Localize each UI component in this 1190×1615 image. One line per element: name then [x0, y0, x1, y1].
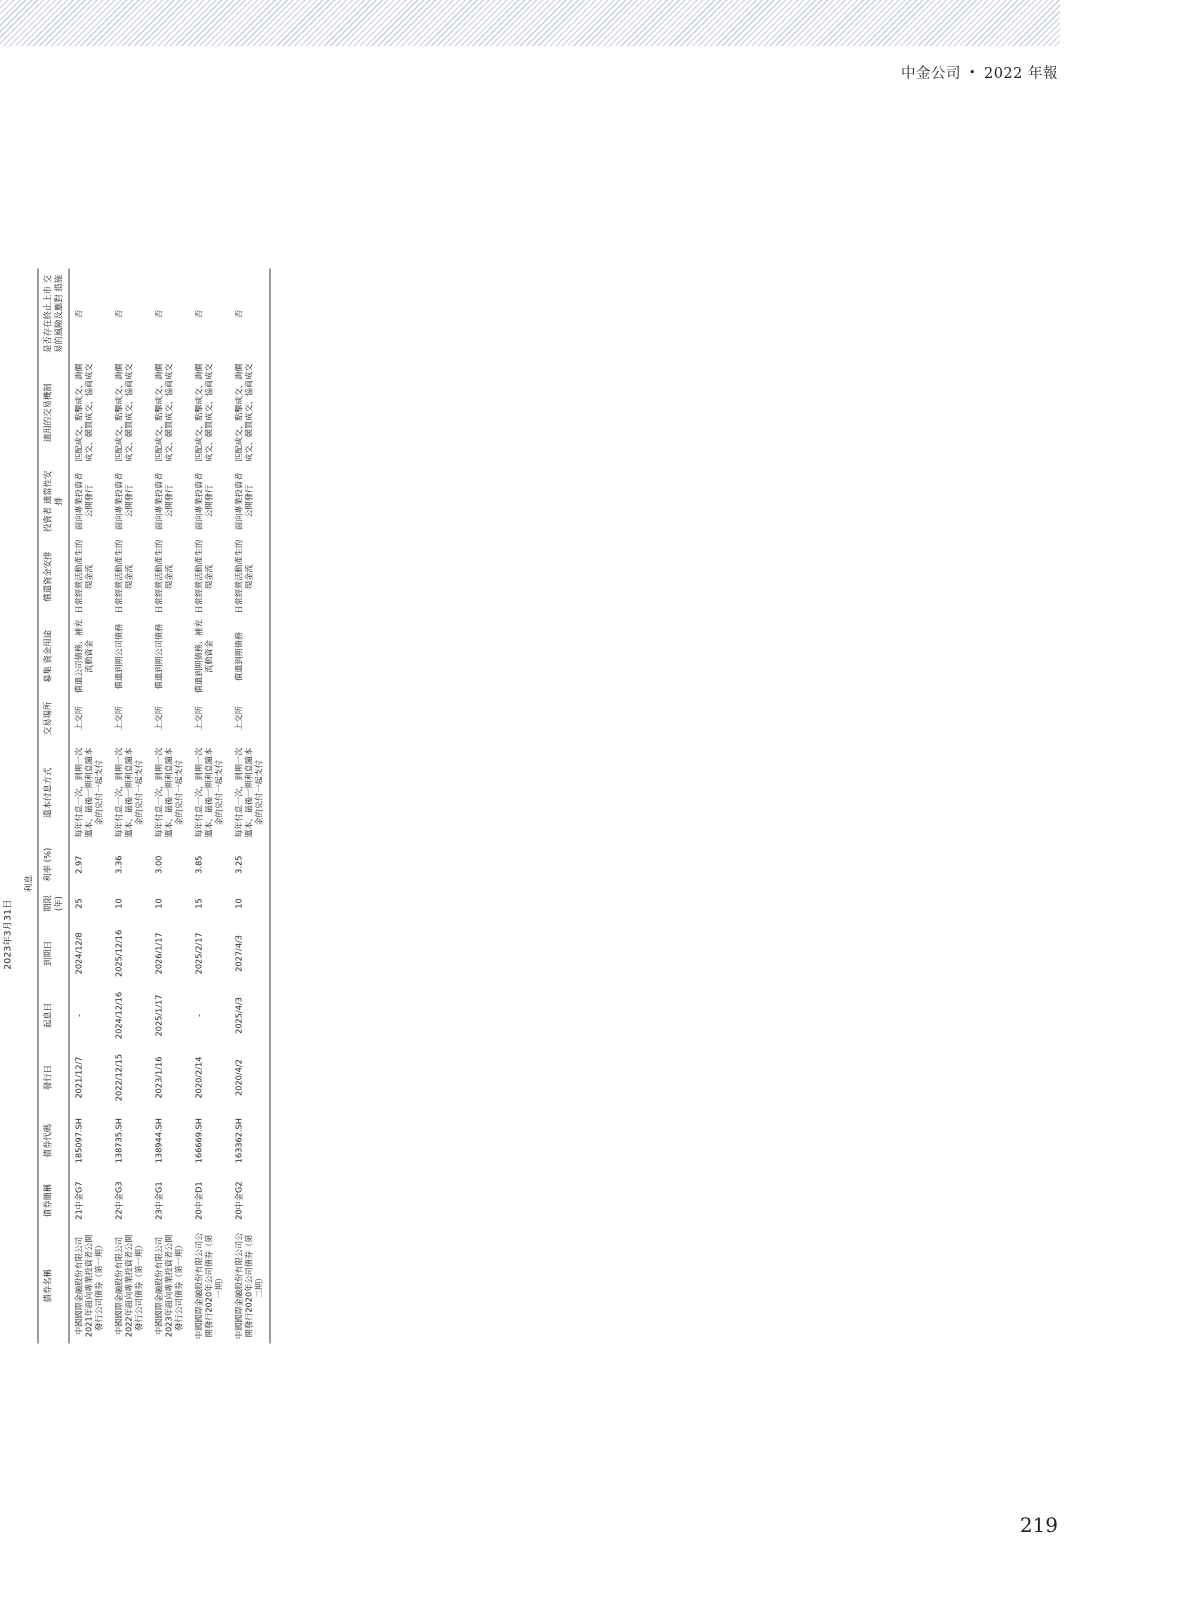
cell-use: 償還到期債務 [233, 631, 244, 682]
cell-maturity: 2025/2/17 [193, 932, 204, 975]
cell-investor: 面向專業投資者公開發行 [153, 472, 174, 530]
cell-repayment: 每年付息一次，到期一次還本，最後一期利息隨本金的兑付一起支付 [193, 747, 224, 838]
cell-issue-date: 2022/12/15 [113, 1053, 124, 1102]
cell-code: 163362.SH [233, 1118, 244, 1164]
cell-use: 償還公司債務、補充流動資金 [73, 619, 94, 694]
col-head-use-of-proceeds: 募集 資金用途 [39, 617, 69, 697]
cell-issue-date: 2020/2/14 [193, 1056, 204, 1099]
table-date-title: 2023年3月31日 [3, 899, 14, 970]
cell-arrangement: 日常經營活動產生的現金流 [73, 539, 94, 614]
running-header-year: 2022 年報 [983, 66, 1058, 82]
cell-short-name: 21中金G7 [73, 1181, 84, 1220]
cell-start-date: - [73, 1013, 84, 1017]
cell-investor: 面向專業投資者公開發行 [113, 472, 134, 530]
running-header-separator: • [968, 66, 976, 79]
cell-short-name: 20中金G2 [233, 1181, 244, 1220]
cell-venue: 上交所 [153, 706, 164, 731]
cell-rate: 3.36 [113, 855, 124, 874]
cell-arrangement: 日常經營活動產生的現金流 [153, 539, 174, 614]
cell-rate: 3.25 [233, 855, 244, 874]
col-head-code: 債券代碼 [39, 1109, 69, 1173]
col-head-repayment-arrangement: 償還資金安排 [39, 537, 69, 617]
cell-start-date: 2025/4/3 [233, 997, 244, 1034]
cell-investor: 面向專業投資者公開發行 [233, 472, 254, 530]
cell-issue-date: 2021/12/7 [73, 1056, 84, 1099]
group-header-interest: 利息 [24, 874, 35, 893]
cell-term: 15 [193, 898, 204, 909]
table-row [69, 269, 110, 1344]
cell-repayment: 每年付息一次，到期一次還本，最後一期利息隨本金的兑付一起支付 [73, 747, 104, 838]
cell-arrangement: 日常經營活動產生的現金流 [193, 539, 214, 614]
cell-mechanism: 匹配成交、點擊成交、詢價成交、競買成交、協商成交 [193, 363, 214, 462]
table-row [229, 269, 270, 1344]
cell-venue: 上交所 [73, 706, 84, 731]
cell-maturity: 2027/4/3 [233, 935, 244, 972]
running-header-company: 中金公司 [900, 66, 961, 82]
table-stage [0, 269, 452, 1344]
cell-short-name: 23中金G1 [153, 1181, 164, 1220]
cell-bond-name: 中國國際金融股份有限公司2022年面向專業投資者公開發行公司債券（第一期） [113, 1234, 144, 1338]
cell-short-name: 20中金D1 [193, 1181, 204, 1220]
col-head-rate: 利率 (%) [39, 845, 69, 885]
cell-mechanism: 匹配成交、點擊成交、詢價成交、競買成交、協商成交 [73, 363, 94, 462]
col-head-name: 債券名稱 [39, 1228, 69, 1343]
col-head-investor-suitability: 投資者 適當性安排 [39, 466, 69, 537]
col-head-venue: 交易場所 [39, 696, 69, 740]
cell-term: 10 [233, 898, 244, 909]
cell-risk: 否 [73, 309, 84, 319]
cell-risk: 否 [193, 309, 204, 319]
cell-term: 10 [153, 898, 164, 909]
col-head-maturity-date: 到期日 [39, 922, 69, 984]
col-head-value-date: 起息日 [39, 984, 69, 1046]
cell-code: 138944.SH [153, 1118, 164, 1164]
col-head-short-name: 債券簡稱 [39, 1173, 69, 1228]
col-head-delisting-risk: 是否存在終止上市 交易的風險及應對 措施 [39, 269, 69, 360]
cell-use: 償還到期公司債務 [113, 623, 124, 690]
bond-table [0, 269, 270, 1344]
cell-venue: 上交所 [113, 706, 124, 731]
cell-term: 10 [113, 898, 124, 909]
cell-arrangement: 日常經營活動產生的現金流 [113, 539, 134, 614]
col-head-repayment: 還本付息方式 [39, 741, 69, 845]
cell-mechanism: 匹配成交、點擊成交、詢價成交、競買成交、協商成交 [233, 363, 254, 462]
cell-investor: 面向專業投資者公開發行 [193, 472, 214, 530]
table-date-row [0, 269, 20, 1344]
table-row [189, 269, 229, 1344]
cell-bond-name: 中國國際金融股份有限公司2023年面向專業投資者公開發行公司債券（第一期） [153, 1234, 184, 1338]
cell-mechanism: 匹配成交、點擊成交、詢價成交、競買成交、協商成交 [113, 363, 134, 462]
table-bottom-rule [270, 269, 271, 1344]
cell-arrangement: 日常經營活動產生的現金流 [233, 539, 254, 614]
cell-term: 25 [73, 898, 84, 909]
cell-issue-date: 2020/4/2 [233, 1059, 244, 1096]
cell-bond-name: 中國國際金融股份有限公司公開發行2020年公司債券（第二期） [233, 1232, 264, 1340]
cell-repayment: 每年付息一次，到期一次還本，最後一期利息隨本金的兑付一起支付 [233, 747, 264, 838]
cell-short-name: 22中金G3 [113, 1181, 124, 1220]
cell-code: 166669.SH [193, 1118, 204, 1164]
cell-start-date: 2025/1/17 [153, 994, 164, 1037]
cell-use: 償還到期債務、補充流動資金 [193, 619, 214, 694]
cell-code: 185097.SH [73, 1118, 84, 1164]
cell-maturity: 2025/12/16 [113, 929, 124, 977]
cell-investor: 面向專業投資者公開發行 [73, 472, 94, 530]
cell-rate: 3.00 [153, 855, 164, 874]
cell-code: 138735.SH [113, 1118, 124, 1164]
cell-rate: 3.85 [193, 855, 204, 874]
cell-issue-date: 2023/1/16 [153, 1056, 164, 1099]
cell-use: 償還到期公司債務 [153, 623, 164, 690]
cell-rate: 2.97 [73, 855, 84, 874]
cell-bond-name: 中國國際金融股份有限公司2021年面向專業投資者公開發行公司債券（第一期） [73, 1234, 104, 1338]
cell-repayment: 每年付息一次，到期一次還本，最後一期利息隨本金的兑付一起支付 [113, 747, 144, 838]
cell-risk: 否 [233, 309, 244, 319]
col-head-issue-date: 發行日 [39, 1047, 69, 1109]
table-column-header-row [39, 269, 69, 1344]
cell-maturity: 2026/1/17 [153, 932, 164, 975]
page-number: 219 [1019, 1513, 1058, 1537]
cell-risk: 否 [153, 309, 164, 319]
table-row [109, 269, 149, 1344]
cell-venue: 上交所 [233, 706, 244, 731]
cell-bond-name: 中國國際金融股份有限公司公開發行2020年公司債券（第一期） [193, 1232, 224, 1340]
cell-mechanism: 匹配成交、點擊成交、詢價成交、競買成交、協商成交 [153, 363, 174, 462]
table-group-header-row [20, 269, 38, 1344]
cell-repayment: 每年付息一次，到期一次還本，最後一期利息隨本金的兑付一起支付 [153, 747, 184, 838]
cell-venue: 上交所 [193, 706, 204, 731]
cell-risk: 否 [113, 309, 124, 319]
col-head-trading-mechanism: 適用的交易機制 [39, 359, 69, 465]
col-head-term: 期限 (年) [39, 885, 69, 923]
table-row [149, 269, 189, 1344]
cell-start-date: 2024/12/16 [113, 991, 124, 1040]
cell-start-date: - [193, 1013, 204, 1017]
cell-maturity: 2024/12/8 [73, 932, 84, 975]
